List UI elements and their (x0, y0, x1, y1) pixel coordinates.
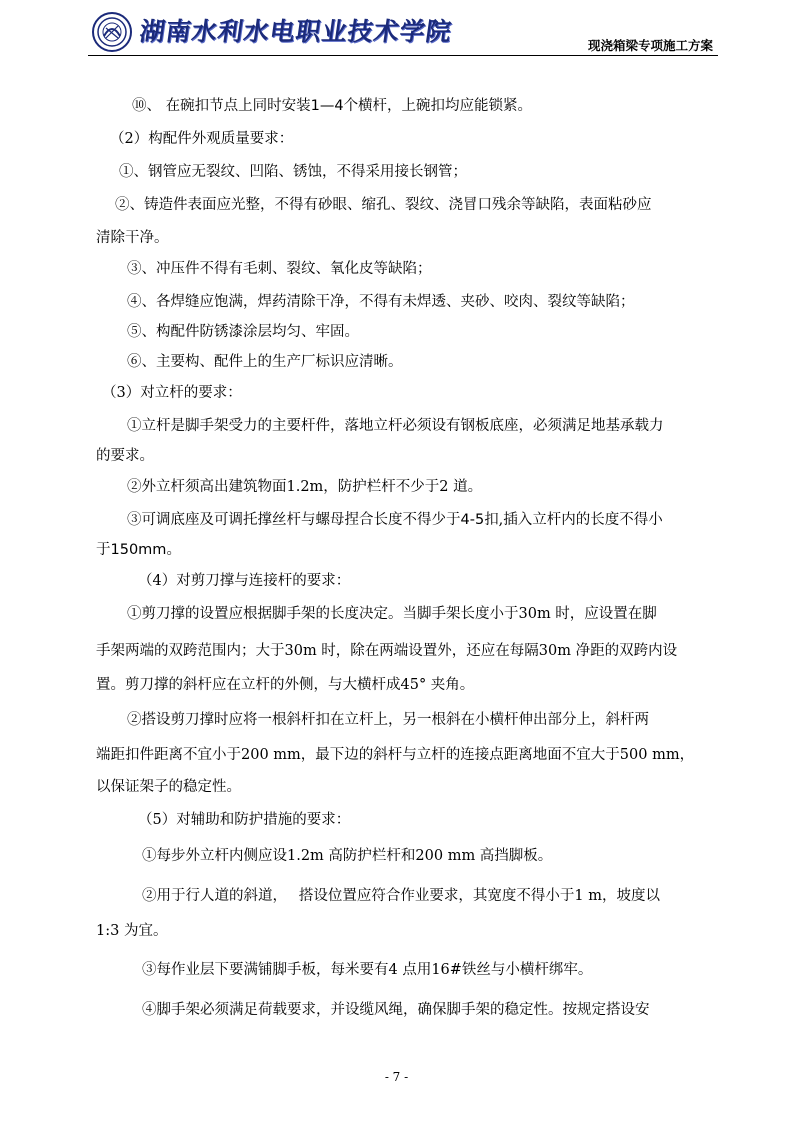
text-line: ②搭设剪刀撑时应将一根斜杆扣在立杆上，另一根斜在小横杆伸出部分上，斜杆两 (127, 712, 649, 728)
text-line: 1:3 为宜。 (96, 923, 168, 939)
section-heading: （5）对辅助和防护措施的要求： (138, 812, 351, 828)
header-divider (88, 55, 718, 56)
text-line: ⑩、 在碗扣节点上同时安装1—4个横杆，上碗扣均应能锁紧。 (132, 98, 533, 114)
text-line: 清除干净。 (96, 230, 169, 246)
text-line: ④、各焊缝应饱满，焊药清除干净，不得有未焊透、夹砂、咬肉、裂纹等缺陷； (127, 294, 635, 310)
text-line: ②外立杆须高出建筑物面1.2m，防护栏杆不少于2 道。 (127, 479, 483, 495)
school-name: 湖南水利水电职业技术学院 (137, 17, 454, 46)
text-line: ③每作业层下要满铺脚手板，每米要有4 点用16#铁丝与小横杆绑牢。 (142, 962, 593, 978)
text-line: ②用于行人道的斜道， 搭设位置应符合作业要求，其宽度不得小于1 m，坡度以 (142, 888, 660, 904)
section-heading: （4）对剪刀撑与连接杆的要求： (138, 573, 351, 589)
page-number: - 7 - (384, 1070, 409, 1084)
text-line: 于150mm。 (96, 542, 181, 558)
section-heading: （3）对立杆的要求： (102, 385, 242, 401)
text-line: 手架两端的双跨范围内；大于30m 时，除在两端设置外，还应在每隔30m 净距的双跨内设 (96, 643, 678, 659)
text-line: 的要求。 (96, 448, 154, 464)
text-line: ①每步外立杆内侧应设1.2m 高防护栏杆和200 mm 高挡脚板。 (142, 848, 553, 864)
text-line: 以保证架子的稳定性。 (96, 779, 241, 795)
page-header (0, 0, 793, 60)
text-line: ①、钢管应无裂纹、凹陷、锈蚀，不得采用接长钢管； (119, 164, 467, 180)
text-line: ③、冲压件不得有毛刺、裂纹、氧化皮等缺陷； (127, 261, 432, 277)
text-line: ⑥、主要构、配件上的生产厂标识应清晰。 (127, 354, 403, 370)
text-line: ①立杆是脚手架受力的主要杆件，落地立杆必须设有钢板底座，必须满足地基承载力 (127, 418, 664, 434)
section-heading: （2）构配件外观质量要求： (110, 131, 294, 147)
document-title: 现浇箱梁专项施工方案 (587, 38, 713, 53)
school-logo-icon (92, 12, 132, 52)
text-line: ③可调底座及可调托撑丝杆与螺母捏合长度不得少于4-5扣,插入立杆内的长度不得小 (127, 512, 663, 528)
text-line: 置。剪刀撑的斜杆应在立杆的外侧，与大横杆成45° 夹角。 (96, 677, 475, 693)
text-line: 端距扣件距离不宜小于200 mm，最下边的斜杆与立杆的连接点距离地面不宜大于500 mm， (96, 747, 695, 763)
text-line: ⑤、构配件防锈漆涂层均匀、牢固。 (127, 324, 359, 340)
text-line: ①剪刀撑的设置应根据脚手架的长度决定。当脚手架长度小于30m 时，应设置在脚 (127, 606, 657, 622)
text-line: ②、铸造件表面应光整，不得有砂眼、缩孔、裂纹、浇冒口残余等缺陷，表面粘砂应 (115, 197, 652, 213)
text-line: ④脚手架必须满足荷载要求，并设缆风绳，确保脚手架的稳定性。按规定搭设安 (142, 1002, 650, 1018)
